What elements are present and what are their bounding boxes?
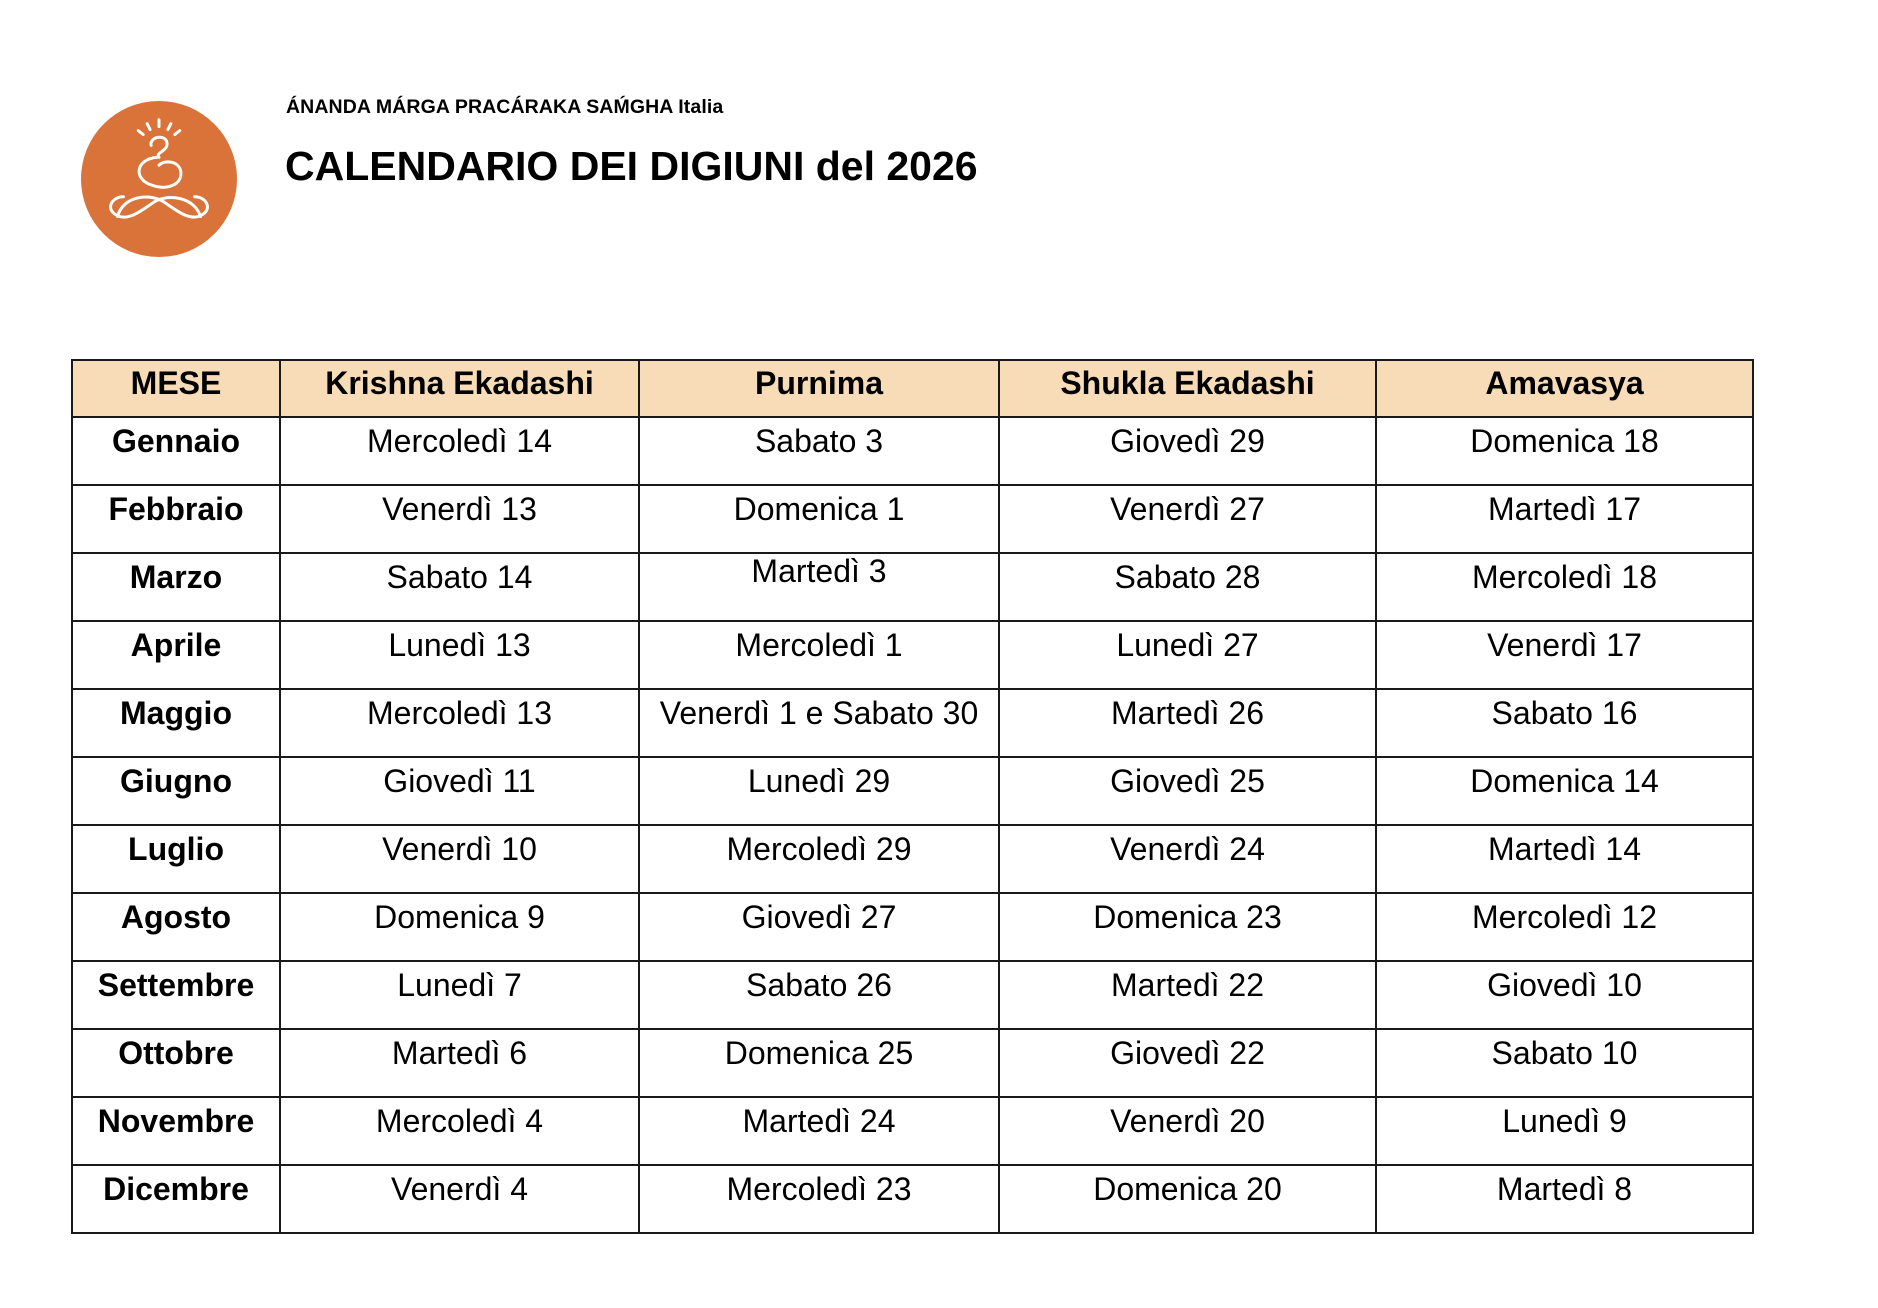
shukla-ekadashi-cell: Domenica 20 (999, 1165, 1376, 1233)
krishna-ekadashi-cell: Giovedì 11 (280, 757, 639, 825)
ananda-marga-logo (80, 100, 238, 258)
shukla-ekadashi-cell: Giovedì 29 (999, 417, 1376, 485)
purnima-cell (639, 553, 999, 621)
table-row (72, 621, 1753, 689)
krishna-ekadashi-cell: Martedì 6 (280, 1029, 639, 1097)
amavasya-cell: Venerdì 17 (1376, 621, 1753, 689)
amavasya-cell: Martedì 8 (1376, 1165, 1753, 1233)
amavasya-cell: Martedì 17 (1376, 485, 1753, 553)
shukla-ekadashi-cell: Lunedì 27 (999, 621, 1376, 689)
month-cell: Giugno (72, 757, 280, 825)
column-header-month: MESE (72, 360, 280, 417)
month-cell: Febbraio (72, 485, 280, 553)
krishna-ekadashi-cell: Mercoledì 4 (280, 1097, 639, 1165)
table-row (72, 485, 1753, 553)
shukla-ekadashi-cell: Venerdì 27 (999, 485, 1376, 553)
amavasya-cell: Martedì 14 (1376, 825, 1753, 893)
table-header-row (72, 360, 1753, 417)
organization-name: ÁNANDA MÁRGA PRACÁRAKA SAḾGHA Italia (286, 96, 724, 118)
purnima-cell: Venerdì 1 e Sabato 30 (639, 689, 999, 757)
table-row (72, 1097, 1753, 1165)
month-cell: Gennaio (72, 417, 280, 485)
purnima-cell: Sabato 26 (639, 961, 999, 1029)
month-cell: Agosto (72, 893, 280, 961)
purnima-cell: Lunedì 29 (639, 757, 999, 825)
krishna-ekadashi-cell: Sabato 14 (280, 553, 639, 621)
shukla-ekadashi-cell: Domenica 23 (999, 893, 1376, 961)
shukla-ekadashi-cell: Venerdì 24 (999, 825, 1376, 893)
shukla-ekadashi-cell: Giovedì 25 (999, 757, 1376, 825)
month-cell: Dicembre (72, 1165, 280, 1233)
krishna-ekadashi-cell: Venerdì 4 (280, 1165, 639, 1233)
column-header-purnima: Purnima (639, 360, 999, 417)
month-cell: Settembre (72, 961, 280, 1029)
krishna-ekadashi-cell: Venerdì 10 (280, 825, 639, 893)
month-cell: Aprile (72, 621, 280, 689)
table-row (72, 893, 1753, 961)
page-title: CALENDARIO DEI DIGIUNI del 2026 (285, 143, 978, 189)
krishna-ekadashi-cell: Lunedì 13 (280, 621, 639, 689)
purnima-cell: Mercoledì 23 (639, 1165, 999, 1233)
shukla-ekadashi-cell: Sabato 28 (999, 553, 1376, 621)
krishna-ekadashi-cell: Venerdì 13 (280, 485, 639, 553)
column-header-krishna-ekadashi: Krishna Ekadashi (280, 360, 639, 417)
month-cell: Ottobre (72, 1029, 280, 1097)
amavasya-cell: Giovedì 10 (1376, 961, 1753, 1029)
month-cell: Novembre (72, 1097, 280, 1165)
amavasya-cell: Lunedì 9 (1376, 1097, 1753, 1165)
purnima-cell: Martedì 24 (639, 1097, 999, 1165)
amavasya-cell: Domenica 18 (1376, 417, 1753, 485)
amavasya-cell: Mercoledì 18 (1376, 553, 1753, 621)
krishna-ekadashi-cell: Mercoledì 13 (280, 689, 639, 757)
table-row (72, 1029, 1753, 1097)
column-header-shukla-ekadashi: Shukla Ekadashi (999, 360, 1376, 417)
month-cell: Marzo (72, 553, 280, 621)
shukla-ekadashi-cell: Martedì 22 (999, 961, 1376, 1029)
purnima-cell: Mercoledì 1 (639, 621, 999, 689)
table-row (72, 1165, 1753, 1233)
purnima-cell: Domenica 25 (639, 1029, 999, 1097)
amavasya-cell: Sabato 10 (1376, 1029, 1753, 1097)
shukla-ekadashi-cell: Giovedì 22 (999, 1029, 1376, 1097)
column-header-amavasya: Amavasya (1376, 360, 1753, 417)
purnima-cell: Mercoledì 29 (639, 825, 999, 893)
shukla-ekadashi-cell: Venerdì 20 (999, 1097, 1376, 1165)
purnima-cell: Domenica 1 (639, 485, 999, 553)
krishna-ekadashi-cell: Domenica 9 (280, 893, 639, 961)
table-row (72, 689, 1753, 757)
amavasya-cell: Domenica 14 (1376, 757, 1753, 825)
purnima-cell: Giovedì 27 (639, 893, 999, 961)
purnima-cell-text: Martedì 3 (751, 553, 887, 589)
amavasya-cell: Sabato 16 (1376, 689, 1753, 757)
table-row (72, 961, 1753, 1029)
fasting-calendar-table (71, 359, 1754, 1234)
table-row (72, 553, 1753, 621)
krishna-ekadashi-cell: Lunedì 7 (280, 961, 639, 1029)
table-row (72, 757, 1753, 825)
table-row (72, 417, 1753, 485)
amavasya-cell: Mercoledì 12 (1376, 893, 1753, 961)
month-cell: Luglio (72, 825, 280, 893)
table-row (72, 825, 1753, 893)
krishna-ekadashi-cell: Mercoledì 14 (280, 417, 639, 485)
shukla-ekadashi-cell: Martedì 26 (999, 689, 1376, 757)
purnima-cell: Sabato 3 (639, 417, 999, 485)
month-cell: Maggio (72, 689, 280, 757)
